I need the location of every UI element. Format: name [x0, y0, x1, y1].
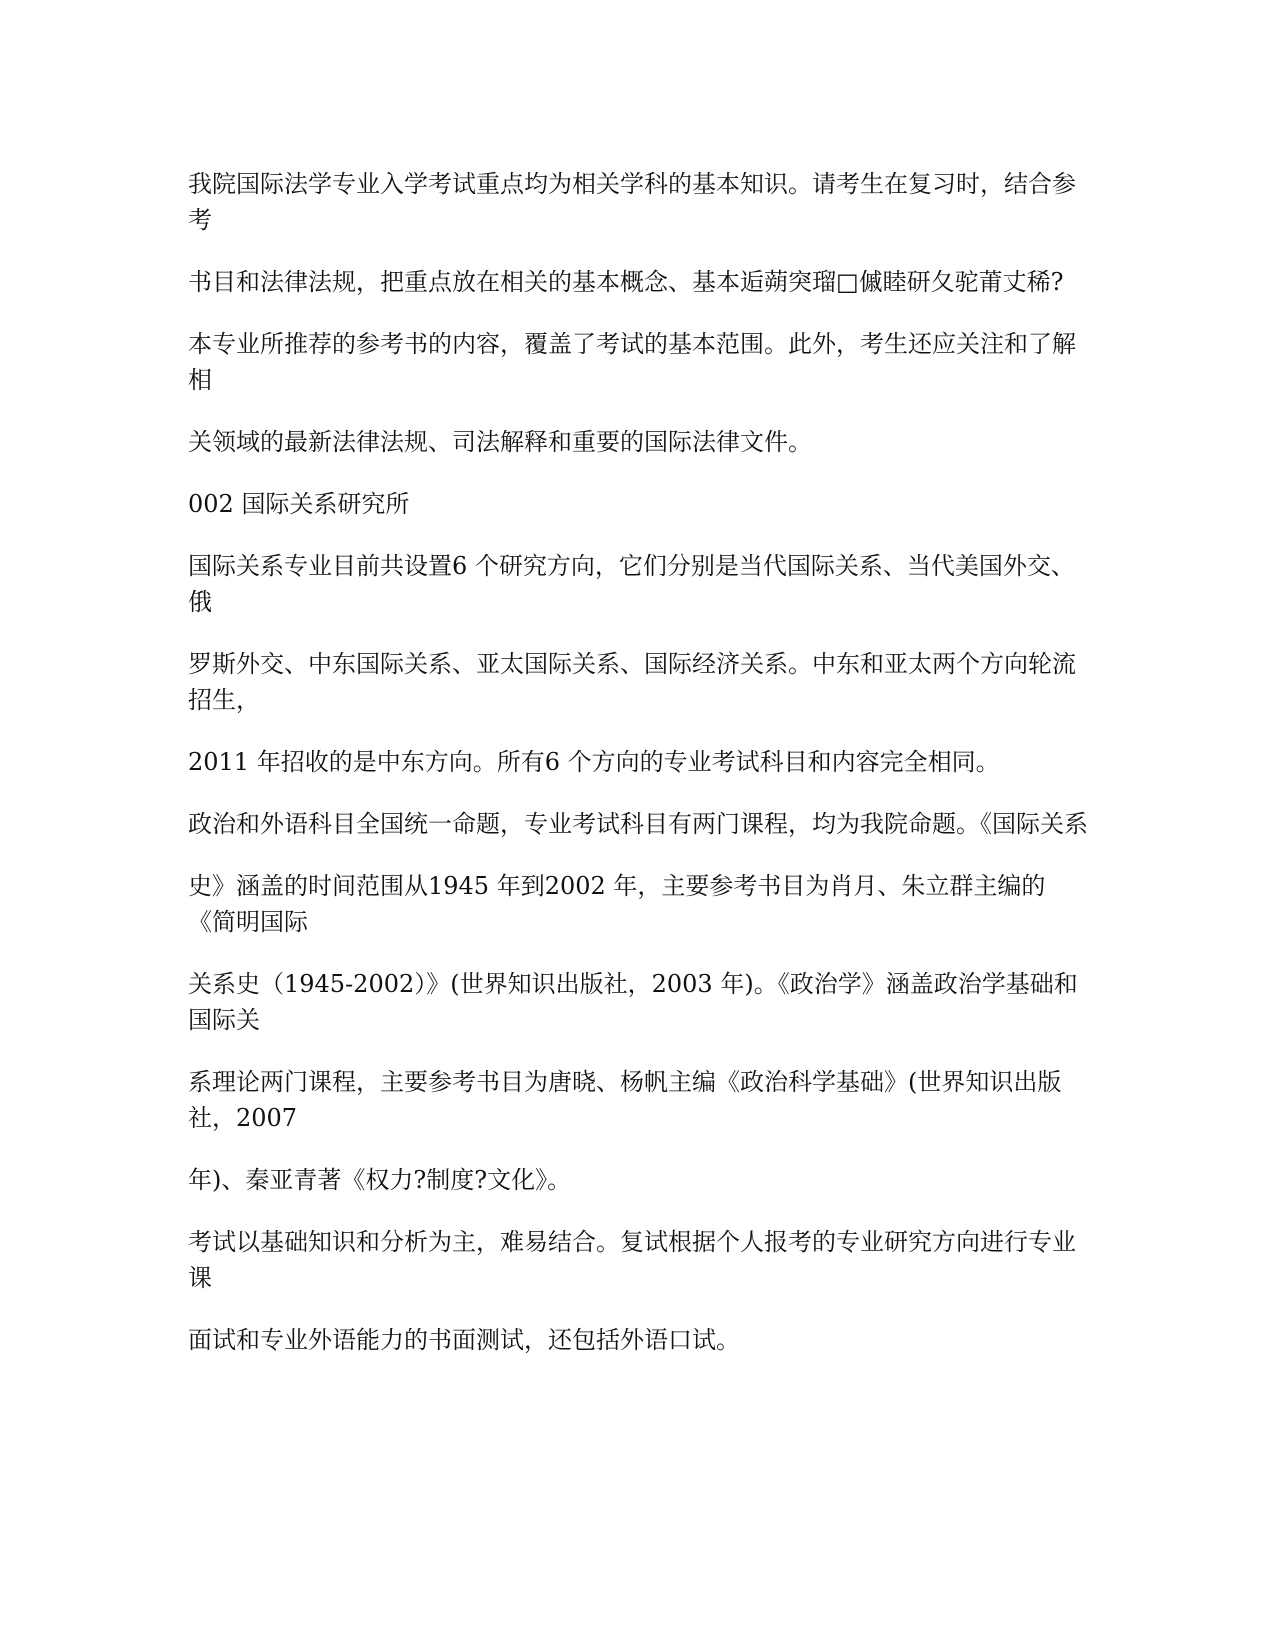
paragraph-subjects-line-4: 系理论两门课程，主要参考书目为唐晓、杨帆主编《政治科学基础》(世界知识出版社，2007 — [188, 1068, 1062, 1132]
paragraph-subjects-line-1: 政治和外语科目全国统一命题，专业考试科目有两门课程，均为我院命题。《国际关系 — [188, 810, 1088, 838]
paragraph-intro-line-2: 书目和法律法规，把重点放在相关的基本概念、基本逅蒴突瑠□傶睦研夂驼莆丈稀? — [188, 268, 1064, 296]
paragraph-intro-line-3: 本专业所推荐的参考书的内容，覆盖了考试的基本范围。此外，考生还应关注和了解相 — [188, 330, 1076, 394]
paragraph-directions-line-1: 国际关系专业目前共设置6 个研究方向，它们分别是当代国际关系、当代美国外交、俄 — [188, 552, 1075, 616]
paragraph-exam-line-2: 面试和专业外语能力的书面测试，还包括外语口试。 — [188, 1326, 740, 1354]
paragraph-subjects-line-2: 史》涵盖的时间范围从1945 年到2002 年，主要参考书目为肖月、朱立群主编的《简明国际 — [188, 872, 1046, 936]
paragraph-intro-line-4: 关领域的最新法律法规、司法解释和重要的国际法律文件。 — [188, 428, 812, 456]
document-body — [188, 166, 1093, 1384]
paragraph-directions-line-2: 罗斯外交、中东国际关系、亚太国际关系、国际经济关系。中东和亚太两个方向轮流招生， — [188, 650, 1076, 714]
paragraph-intro-line-1: 我院国际法学专业入学考试重点均为相关学科的基本知识。请考生在复习时，结合参考 — [188, 170, 1076, 234]
paragraph-subjects-line-5: 年)、秦亚青著《权力?制度?文化》。 — [188, 1166, 572, 1194]
paragraph-directions-line-3: 2011 年招收的是中东方向。所有6 个方向的专业考试科目和内容完全相同。 — [188, 748, 1000, 776]
section-heading-institute: 002 国际关系研究所 — [188, 490, 410, 518]
paragraph-subjects-line-3: 关系史（1945-2002）》(世界知识出版社，2003 年)。《政治学》涵盖政治学基础和国际关 — [188, 970, 1078, 1034]
paragraph-exam-line-1: 考试以基础知识和分析为主，难易结合。复试根据个人报考的专业研究方向进行专业课 — [188, 1228, 1076, 1292]
